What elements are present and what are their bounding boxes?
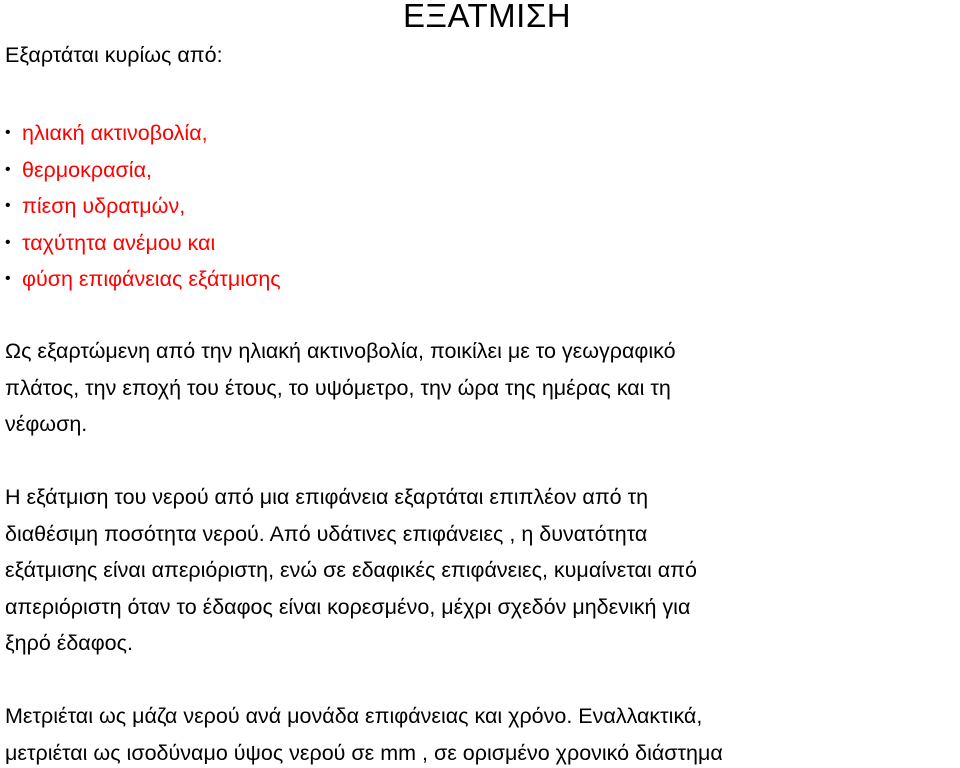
factor-text: ηλιακή ακτινοβολία, xyxy=(22,121,208,145)
paragraph-line: Ως εξαρτώμενη από την ηλιακή ακτινοβολία, ποικίλει με το γεωγραφικό xyxy=(5,339,676,363)
paragraph-line: ξηρό έδαφος. xyxy=(5,631,133,655)
bullet-icon: • xyxy=(5,270,11,287)
bullet-icon: • xyxy=(5,160,11,178)
list-item xyxy=(5,115,281,152)
slide-title: ΕΞΑΤΜΙΣΗ xyxy=(403,0,572,34)
bullet-icon: • xyxy=(5,233,11,251)
list-item xyxy=(5,225,281,262)
intro-text: Εξαρτάται κυρίως από: xyxy=(5,43,223,67)
paragraph-line: απεριόριστη όταν το έδαφος είναι κορεσμένο, μέχρι σχεδόν μηδενική για xyxy=(5,594,691,619)
paragraph-line: μετριέται ως ισοδύναμο ύψος νερού σε mm , σε ορισμένο χρονικό διάστημα xyxy=(5,740,723,765)
list-item xyxy=(5,152,281,189)
factor-text: πίεση υδρατμών, xyxy=(22,194,186,218)
list-item xyxy=(5,188,281,225)
paragraph-line: διαθέσιμη ποσότητα νερού. Από υδάτινες επιφάνειες , η δυνατότητα xyxy=(5,521,648,546)
paragraph-line: πλάτος, την εποχή του έτους, το υψόμετρο, την ώρα της ημέρας και τη xyxy=(5,375,671,400)
factor-text: ταχύτητα ανέμου και xyxy=(22,230,216,255)
paragraph-line: Μετριέται ως μάζα νερού ανά μονάδα επιφάνειας και χρόνο. Εναλλακτικά, xyxy=(5,704,703,728)
list-item xyxy=(5,261,281,298)
factor-text: θερμοκρασία, xyxy=(22,157,152,182)
paragraph-line: Η εξάτμιση του νερού από μια επιφάνεια εξαρτάται επιπλέον από τη xyxy=(5,485,649,509)
paragraph-line: νέφωση. xyxy=(5,412,88,436)
paragraph-line: εξάτμισης είναι απεριόριστη, ενώ σε εδαφικές επιφάνειες, κυμαίνεται από xyxy=(5,558,697,582)
bullet-icon: • xyxy=(5,124,11,141)
factor-text: φύση επιφάνειας εξάτμισης xyxy=(22,267,281,291)
paragraph-measurement xyxy=(5,698,957,768)
factor-list xyxy=(5,115,281,298)
bullet-icon: • xyxy=(5,197,11,214)
paragraph-solar-dependence xyxy=(5,333,957,443)
paragraph-water-availability xyxy=(5,479,957,662)
